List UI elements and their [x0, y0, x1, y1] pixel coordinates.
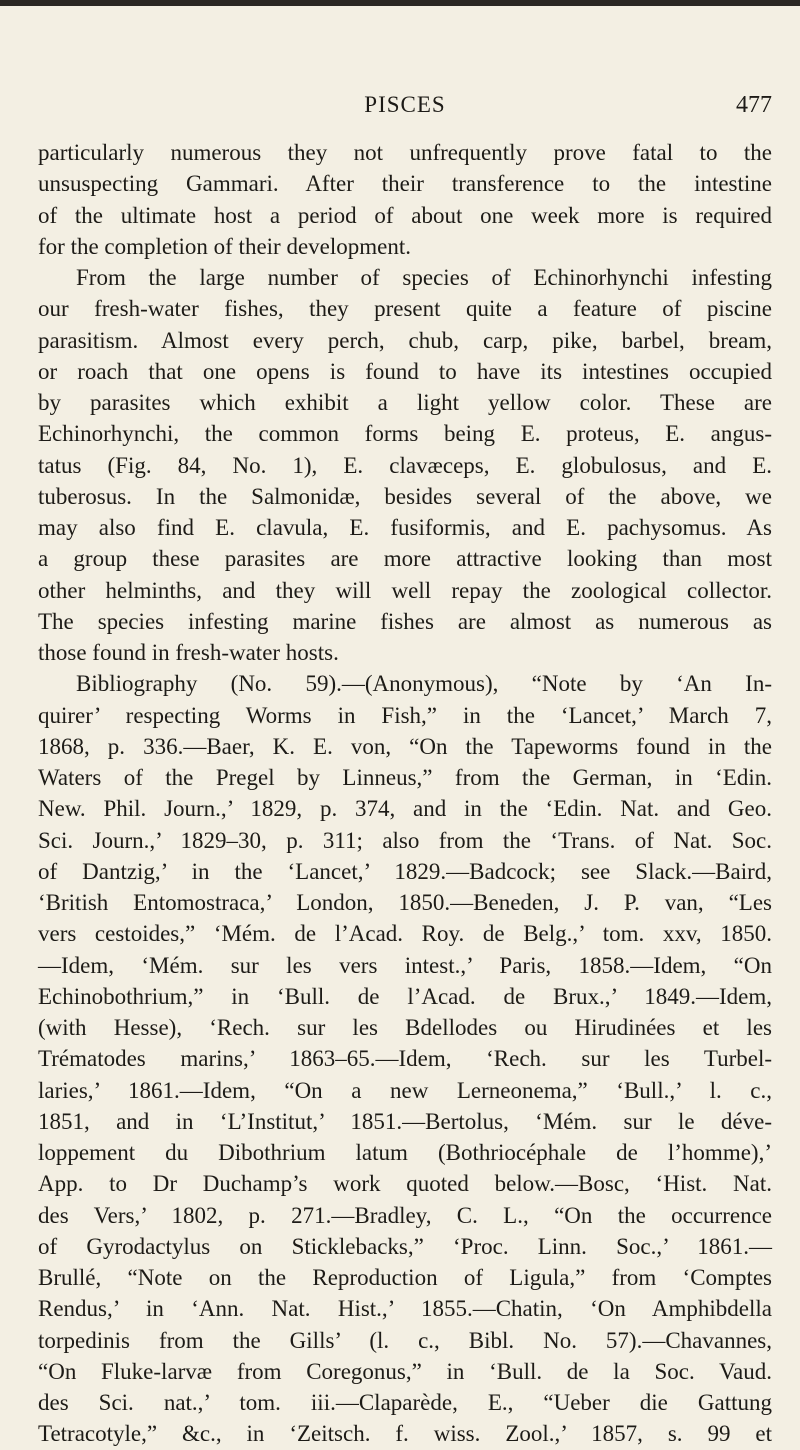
text-line: or roach that one opens is found to have its intestines occupied — [38, 358, 772, 384]
text-line: a group these parasites are more attractive looking than most — [38, 546, 772, 572]
text-line: for the completion of their development. — [38, 233, 411, 259]
bibliography-line: Bibliography (No. 59).—(Anonymous), “Note by ‘An In- — [76, 671, 772, 697]
page-header — [38, 92, 772, 122]
scan-top-edge — [0, 0, 800, 6]
bibliography-line: “On Fluke-larvæ from Coregonus,” in ‘Bull. de la Soc. Vaud. — [38, 1358, 772, 1384]
bibliography-line: Brullé, “Note on the Reproduction of Ligula,” from ‘Comptes — [38, 1265, 772, 1290]
text-line: tatus (Fig. 84, No. 1), E. clavæceps, E. globulosus, and E. — [38, 452, 772, 478]
text-line: tuberosus. In the Salmonidæ, besides several of the above, we — [38, 483, 772, 509]
text-line: From the large number of species of Echinorhynchi infesting — [76, 265, 772, 290]
bibliography-line: Waters of the Pregel by Linneus,” from the German, in ‘Edin. — [38, 765, 772, 790]
text-line: our fresh-water fishes, they present quite a feature of piscine — [38, 296, 772, 322]
bibliography-line: loppement du Dibothrium latum (Bothriocéphale de l’homme),’ — [38, 1140, 772, 1165]
text-line: Echinorhynchi, the common forms being E. proteus, E. angus- — [38, 421, 772, 447]
bibliography-line: 1868, p. 336.—Baer, K. E. von, “On the Tapeworms found in the — [38, 733, 772, 759]
bibliography-line: Tetracotyle,” &c., in ‘Zeitsch. f. wiss. Zool.,’ 1857, s. 99 et — [38, 1421, 772, 1447]
text-line: The species infesting marine fishes are almost as numerous as — [38, 608, 772, 634]
text-line: those found in fresh-water hosts. — [38, 640, 339, 665]
bibliography-line: torpedinis from the Gills’ (l. c., Bibl. No. 57).—Chavannes, — [38, 1327, 772, 1353]
bibliography-line: Trématodes marins,’ 1863–65.—Idem, ‘Rech. sur les Turbel- — [38, 1046, 772, 1072]
running-head: PISCES — [364, 92, 446, 117]
bibliography-line: vers cestoides,” ‘Mém. de l’Acad. Roy. de Belg.,’ tom. xxv, 1850. — [38, 921, 772, 947]
bibliography-line: des Sci. nat.,’ tom. iii.—Claparède, E., “Ueber die Gattung — [38, 1390, 772, 1415]
bibliography-line: (with Hesse), ‘Rech. sur les Bdellodes ou Hirudinées et les — [38, 1015, 772, 1040]
bibliography-line: —Idem, ‘Mém. sur les vers intest.,’ Paris, 1858.—Idem, “On — [38, 952, 772, 978]
text-line: parasitism. Almost every perch, chub, carp, pike, barbel, bream, — [38, 327, 772, 353]
bibliography-line: des Vers,’ 1802, p. 271.—Bradley, C. L., “On the occurrence — [38, 1202, 772, 1228]
text-line: unsuspecting Gammari. After their transference to the intestine — [38, 171, 772, 197]
text-line: of the ultimate host a period of about one week more is required — [38, 202, 772, 228]
body-text — [38, 137, 772, 1450]
bibliography-line: of Dantzig,’ in the ‘Lancet,’ 1829.—Badcock; see Slack.—Baird, — [38, 858, 772, 884]
bibliography-line: of Gyrodactylus on Sticklebacks,” ‘Proc. Linn. Soc.,’ 1861.— — [38, 1233, 772, 1259]
bibliography-line: Rendus,’ in ‘Ann. Nat. Hist.,’ 1855.—Chatin, ‘On Amphibdella — [38, 1296, 772, 1322]
bibliography-line: quirer’ respecting Worms in Fish,” in the ‘Lancet,’ March 7, — [38, 702, 772, 728]
text-line: particularly numerous they not unfrequently prove fatal to the — [38, 140, 772, 165]
text-line: may also find E. clavula, E. fusiformis, and E. pachysomus. As — [38, 515, 772, 540]
text-line: other helminths, and they will well repay the zoological collector. — [38, 577, 772, 603]
text-line: by parasites which exhibit a light yellow color. These are — [38, 390, 772, 415]
bibliography-line: 1851, and in ‘L’Institut,’ 1851.—Bertolus, ‘Mém. sur le déve- — [38, 1108, 772, 1134]
bibliography-line: New. Phil. Journ.,’ 1829, p. 374, and in the ‘Edin. Nat. and Geo. — [38, 796, 772, 822]
bibliography-line: laries,’ 1861.—Idem, “On a new Lerneonema,” ‘Bull.,’ l. c., — [38, 1077, 772, 1103]
page-number: 477 — [736, 92, 772, 118]
bibliography-line: Echinobothrium,” in ‘Bull. de l’Acad. de Brux.,’ 1849.—Idem, — [38, 983, 772, 1009]
bibliography-line: Sci. Journ.,’ 1829–30, p. 311; also from the ‘Trans. of Nat. Soc. — [38, 827, 772, 853]
bibliography-line: ‘British Entomostraca,’ London, 1850.—Beneden, J. P. van, “Les — [38, 890, 772, 915]
bibliography-line: App. to Dr Duchamp’s work quoted below.—Bosc, ‘Hist. Nat. — [38, 1171, 772, 1197]
